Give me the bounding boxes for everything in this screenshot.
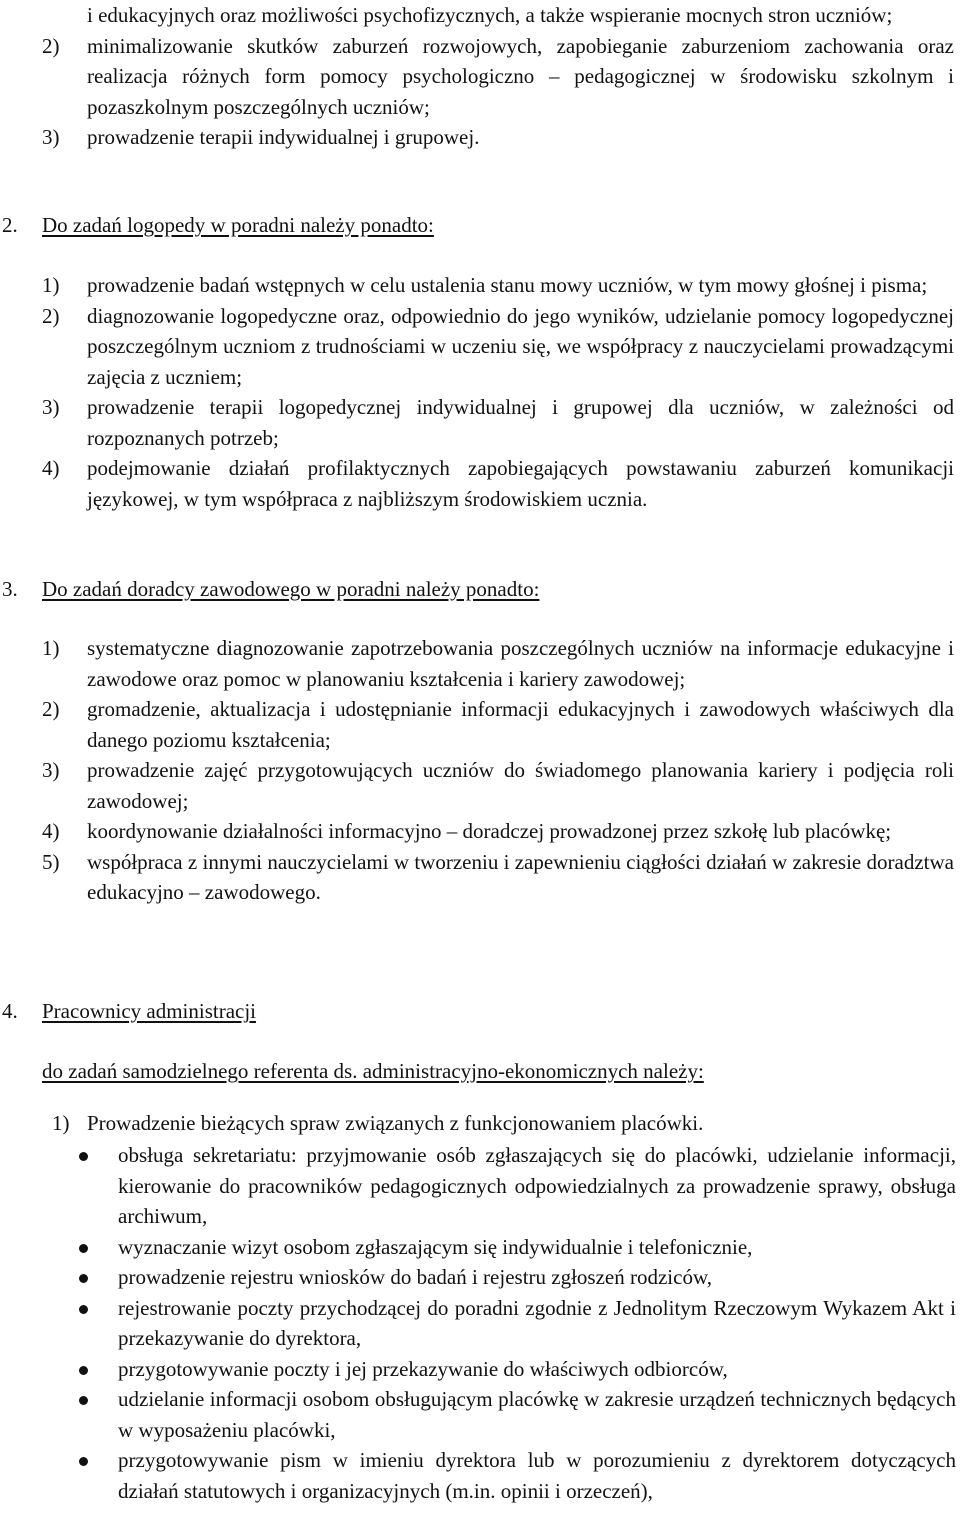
list-item-text: prowadzenie zajęć przygotowujących uczniów do świadomego planowania kariery i podjęcia roli zawodowej; [87, 758, 954, 813]
bullet-icon [79, 1152, 88, 1161]
list-item [0, 453, 954, 514]
bullet-item [0, 1384, 960, 1445]
list-item-text: prowadzenie terapii logopedycznej indywidualnej i grupowej dla uczniów, w zależności od rozpoznanych potrzeb; [87, 395, 954, 450]
bullet-text: rejestrowanie poczty przychodzącej do poradni zgodnie z Jednolitym Rzeczowym Wykazem Akt i przekazywanie do dyrektora, [118, 1295, 956, 1350]
list-item-text: systematyczne diagnozowanie zapotrzebowania poszczególnych uczniów na informacje edukacyjne i zawodowe oraz pomoc w planowaniu kształcenia i kariery zawodowej; [87, 636, 954, 691]
section-subtitle [0, 1056, 960, 1087]
section-heading-doradca [0, 574, 960, 605]
bullet-icon [79, 1244, 88, 1253]
bullet-icon [79, 1396, 88, 1405]
list-item-number: 1) [42, 636, 60, 660]
section-heading-administracja [0, 996, 960, 1027]
list-item-number: 3) [42, 125, 60, 149]
list-item [0, 31, 960, 123]
bullet-item [0, 1445, 960, 1506]
section-title: Do zadań logopedy w poradni należy ponadto: [42, 213, 434, 237]
bullet-text: prowadzenie rejestru wniosków do badań i rejestru zgłoszeń rodziców, [118, 1265, 713, 1289]
bullet-list [0, 1140, 960, 1506]
bullet-item [0, 1140, 960, 1232]
list-item [0, 270, 954, 301]
list-item-text: diagnozowanie logopedyczne oraz, odpowiednio do jego wyników, udzielanie pomocy logopedycznej poszczególnym uczniom z trudnościami w uczeniu się, we współpracy z nauczycielami prowadzącymi zajęcia z uczniem; [87, 303, 954, 389]
list-item-number: 5) [42, 849, 60, 874]
bullet-item [0, 1262, 960, 1293]
list-item-continuation [0, 0, 960, 31]
section-list-doradca [0, 633, 960, 908]
section-number: 2. [2, 213, 18, 237]
bullet-item [0, 1232, 960, 1263]
list-item-number: 2) [42, 303, 60, 328]
list-item-number: 4) [42, 456, 60, 480]
section-title: Pracownicy administracji [42, 999, 257, 1023]
list-item [0, 694, 954, 755]
list-item [0, 392, 954, 453]
list-item [0, 816, 954, 847]
section-subtitle-text: do zadań samodzielnego referenta ds. administracyjno-ekonomicznych należy: [42, 1059, 704, 1083]
list-item-text: współpraca z innymi nauczycielami w tworzeniu i zapewnieniu ciągłości działań w zakresie doradztwa edukacyjno – zawodowego. [87, 849, 954, 904]
list-item-number: 3) [42, 395, 60, 419]
list-item-number: 4) [42, 819, 60, 843]
bullet-text: przygotowywanie pism w imieniu dyrektora lub w porozumieniu z dyrektorem dotyczących działań statutowych i organizacyjnych (m.in. opinii i orzeczeń), [118, 1448, 956, 1503]
bullet-text: obsługa sekretariatu: przyjmowanie osób zgłaszających się do placówki, udzielanie informacji, kierowanie do pracowników pedagogicznych odpowiedzialnych za prowadzenie sprawy, obsługa archiwum, [118, 1143, 956, 1228]
bullet-item [0, 1293, 960, 1354]
list-item [0, 122, 960, 153]
bullet-text: wyznaczanie wizyt osobom zgłaszającym się indywidualnie i telefonicznie, [118, 1234, 753, 1259]
bullet-text: udzielanie informacji osobom obsługującym placówkę w zakresie urządzeń technicznych będących w wyposażeniu placówki, [118, 1387, 956, 1442]
list-item-number: 1) [52, 1111, 70, 1135]
list-item [0, 847, 954, 908]
section-number: 3. [2, 577, 18, 601]
list-item [0, 301, 954, 393]
list-item-number: 2) [42, 33, 60, 58]
list-item [0, 755, 954, 816]
section-title: Do zadań doradcy zawodowego w poradni należy ponadto: [42, 577, 540, 601]
list-item-text: podejmowanie działań profilaktycznych zapobiegających powstawaniu zaburzeń komunikacji językowej, w tym współpraca z najbliższym środowiskiem ucznia. [87, 456, 954, 511]
list-item-text: prowadzenie badań wstępnych w celu ustalenia stanu mowy uczniów, w tym mowy głośnej i pisma; [87, 273, 928, 297]
top-list [0, 0, 960, 153]
list-item-number: 3) [42, 758, 60, 782]
list-item-text: prowadzenie terapii indywidualnej i grupowej. [87, 125, 480, 149]
bullet-icon [79, 1457, 88, 1466]
bullet-icon [79, 1274, 88, 1283]
list-item-text: i edukacyjnych oraz możliwości psychofizycznych, a także wspieranie mocnych stron uczniów; [87, 3, 893, 27]
list-item-text: minimalizowanie skutków zaburzeń rozwojowych, zapobieganie zaburzeniom zachowania oraz realizacja różnych form pomocy psychologiczno – pedagogicznej w środowisku szkolnym i pozaszkolnym poszczególnych uczniów; [87, 33, 954, 119]
bullet-icon [79, 1366, 88, 1375]
section-number: 4. [2, 999, 18, 1023]
list-item-text: koordynowanie działalności informacyjno – doradczej prowadzonej przez szkołę lub placówkę; [87, 819, 892, 843]
list-item-number: 1) [42, 273, 60, 297]
list-item-text: gromadzenie, aktualizacja i udostępnianie informacji edukacyjnych i zawodowych właściwych dla danego poziomu kształcenia; [87, 697, 954, 752]
section-heading-logopeda [0, 210, 960, 241]
section-list-logopeda [0, 270, 960, 514]
bullet-item [0, 1354, 960, 1385]
list-item [0, 633, 954, 694]
list-item-number: 2) [42, 697, 60, 721]
list-item-text: Prowadzenie bieżących spraw związanych z funkcjonowaniem placówki. [87, 1111, 704, 1135]
bullet-text: przygotowywanie poczty i jej przekazywanie do właściwych odbiorców, [118, 1356, 728, 1381]
bullet-icon [79, 1305, 88, 1314]
